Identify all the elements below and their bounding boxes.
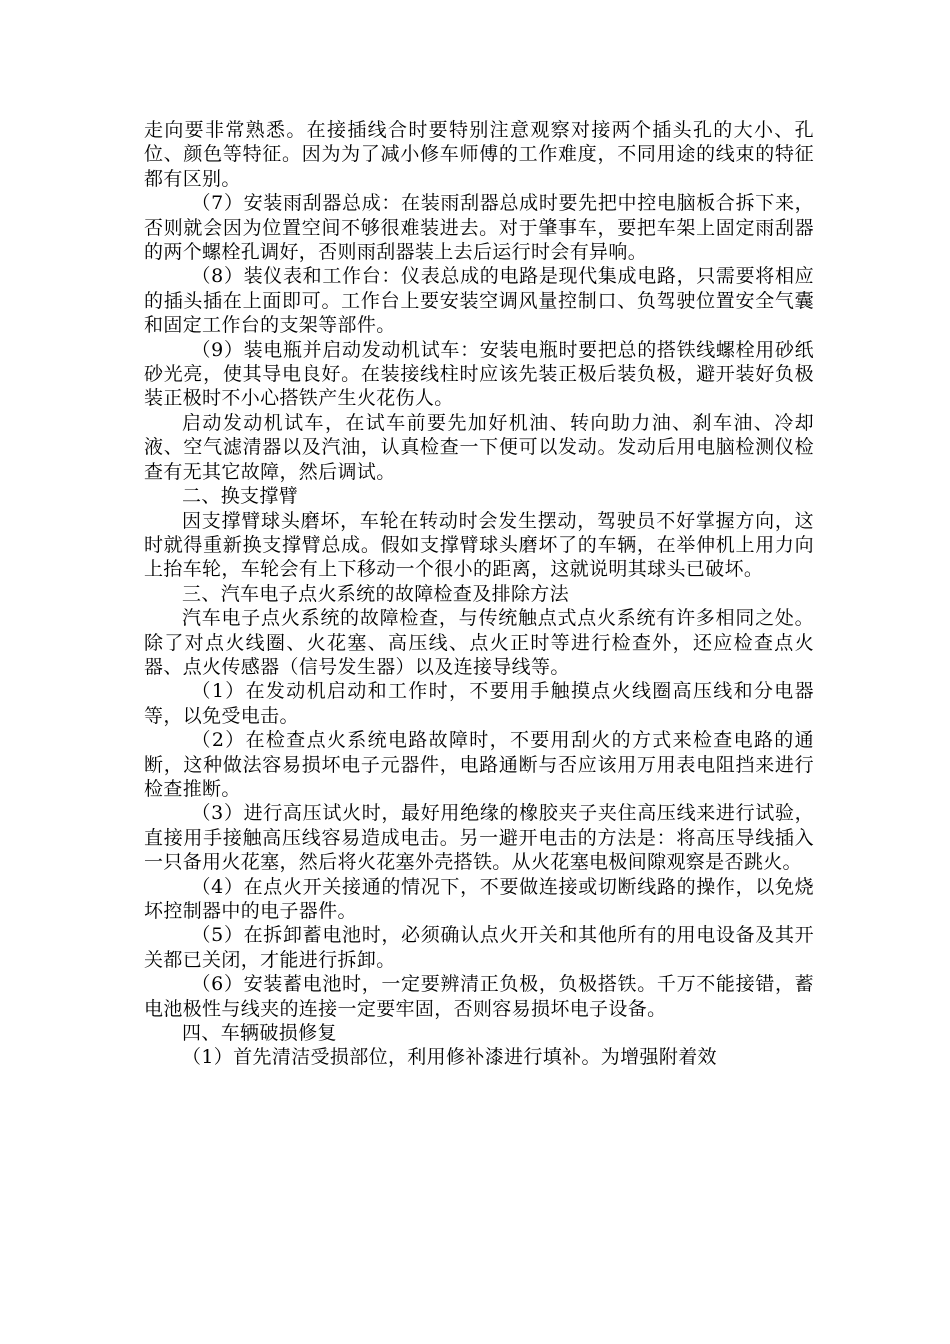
paragraph-ignition-step-5: （5）在拆卸蓄电池时，必须确认点火开关和其他所有的用电设备及其开关都已关闭，才能进行拆卸。	[144, 924, 814, 971]
paragraph-engine-test: 启动发动机试车，在试车前要先加好机油、转向助力油、刹车油、冷却液、空气滤清器以及汽油，认真检查一下便可以发动。发动后用电脑检测仪检查有无其它故障，然后调试。	[144, 411, 814, 483]
paragraph-ignition-step-2: （2）在检查点火系统电路故障时，不要用刮火的方式来检查电路的通断，这种做法容易损坏电子元器件，电路通断与否应该用万用表电阻挡来进行检查推断。	[144, 729, 814, 800]
paragraph-ignition-step-4: （4）在点火开关接通的情况下，不要做连接或切断线路的操作，以免烧坏控制器中的电子器件。	[144, 875, 814, 922]
paragraph-wiring-intro: 走向要非常熟悉。在接插线合时要特别注意观察对接两个插头孔的大小、孔位、颜色等特征。因为为了减小修车师傅的工作难度，不同用途的线束的特征都有区别。	[144, 119, 814, 190]
paragraph-wiper-install: （7）安装雨刮器总成：在装雨刮器总成时要先把中控电脑板合拆下来，否则就会因为位置空间不够很难装进去。对于肇事车，要把车架上固定雨刮器的两个螺栓孔调好，否则雨刮器装上去后运行时会有异响。	[144, 192, 814, 264]
paragraph-body-repair-step-1: （1）首先清洁受损部位，利用修补漆进行填补。为增强附着效	[182, 1046, 717, 1069]
paragraph-ignition-intro: 汽车电子点火系统的故障检查，与传统触点式点火系统有许多相同之处。除了对点火线圈、火花塞、高压线、点火正时等进行检查外，还应检查点火器、点火传感器（信号发生器）以及连接导线等。	[144, 607, 814, 678]
paragraph-ignition-step-6: （6）安装蓄电池时，一定要辨清正负极，负极搭铁。千万不能接错，蓄电池极性与线夹的连接一定要牢固，否则容易损坏电子设备。	[144, 973, 814, 1020]
paragraph-ignition-step-3: （3）进行高压试火时，最好用绝缘的橡胶夹子夹住高压线来进行试验，直接用手接触高压线容易造成电击。另一避开电击的方法是：将高压导线插入一只备用火花塞，然后将火花塞外壳搭铁。从火花塞电极间隙观察是否跳火。	[144, 802, 814, 874]
paragraph-battery-install: （9）装电瓶并启动发动机试车：安装电瓶时要把总的搭铁线螺栓用砂纸砂光亮，使其导电良好。在装接线柱时应该先装正极后装负极，避开装好负极装正极时不小心搭铁产生火花伤人。	[144, 338, 814, 410]
section-heading-ignition: 三、汽车电子点火系统的故障检查及排除方法	[182, 582, 570, 605]
paragraph-dashboard-install: （8）装仪表和工作台：仪表总成的电路是现代集成电路，只需要将相应的插头插在上面即可。工作台上要安装空调风量控制口、负驾驶位置安全气囊和固定工作台的支架等部件。	[144, 265, 814, 337]
section-heading-support-arm: 二、换支撑臂	[182, 485, 299, 508]
section-heading-body-repair: 四、车辆破损修复	[182, 1022, 337, 1045]
document-body	[144, 118, 814, 1070]
paragraph-ignition-step-1: （1）在发动机启动和工作时，不要用手触摸点火线圈高压线和分电器等，以免受电击。	[144, 680, 814, 727]
paragraph-support-arm: 因支撑臂球头磨坏，车轮在转动时会发生摆动，驾驶员不好掌握方向，这时就得重新换支撑臂总成。假如支撑臂球头磨坏了的车辆，在举伸机上用力向上抬车轮，车轮会有上下移动一个很小的距离，这就说明其球头已破坏。	[144, 509, 814, 581]
